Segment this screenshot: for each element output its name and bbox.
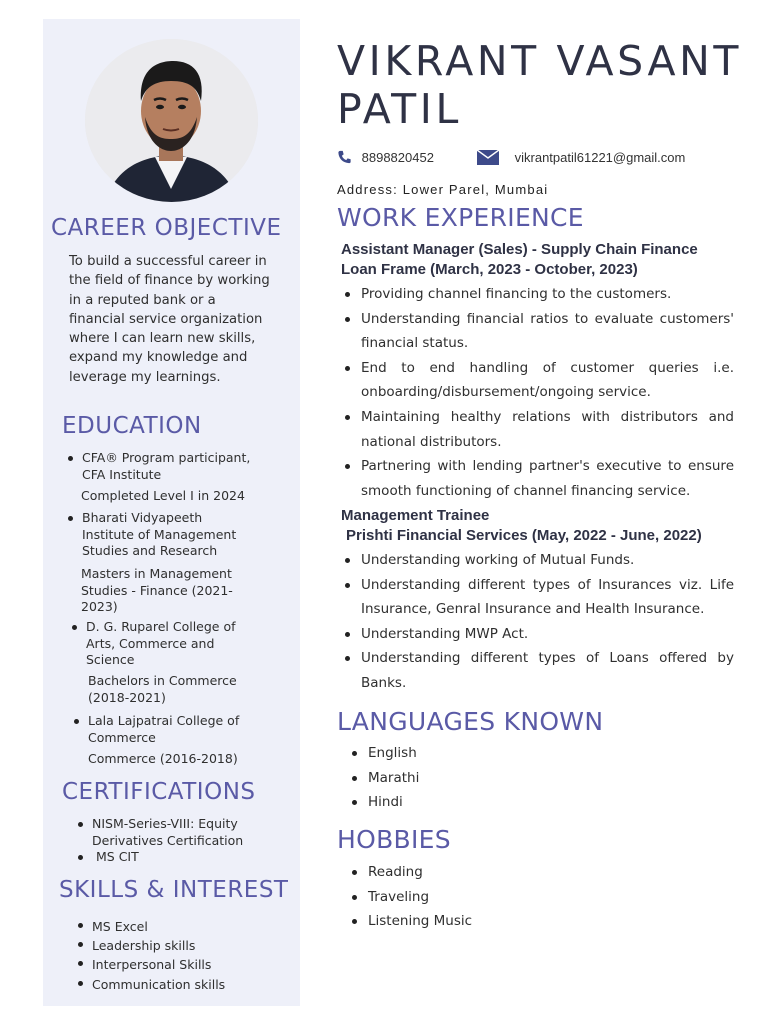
hobby-item: Listening Music bbox=[348, 909, 472, 934]
email-address[interactable]: vikrantpatil61221@gmail.com bbox=[514, 150, 686, 165]
responsibility-item: Understanding working of Mutual Funds. bbox=[341, 548, 734, 573]
certifications-heading: CERTIFICATIONS bbox=[62, 779, 256, 805]
languages-heading: LANGUAGES KNOWN bbox=[337, 707, 604, 736]
hobby-item: Reading bbox=[348, 860, 472, 885]
certifications-list bbox=[75, 816, 260, 866]
education-item: D. G. Ruparel College of Arts, Commerce and Science bbox=[69, 619, 244, 669]
skill-item: Interpersonal Skills bbox=[75, 955, 260, 974]
job-title: Assistant Manager (Sales) - Supply Chain Finance bbox=[341, 241, 698, 258]
work-experience-heading: WORK EXPERIENCE bbox=[337, 203, 584, 232]
education-item: Bharati Vidyapeeth Institute of Management Studies and Research bbox=[65, 510, 240, 560]
education-item: CFA® Program participant, CFA Institute bbox=[65, 450, 265, 483]
phone-number[interactable]: 8898820452 bbox=[361, 150, 434, 165]
responsibility-item: Maintaining healthy relations with distributors and national distributors. bbox=[341, 405, 734, 454]
skills-heading: SKILLS & INTEREST bbox=[59, 877, 289, 903]
language-item: English bbox=[348, 741, 419, 766]
education-list-3 bbox=[69, 619, 244, 669]
profile-photo bbox=[85, 39, 258, 202]
name-line-2: PATIL bbox=[337, 85, 462, 133]
phone-contact bbox=[337, 150, 434, 165]
phone-icon bbox=[337, 150, 352, 164]
language-item: Hindi bbox=[348, 790, 419, 815]
skill-item: Leadership skills bbox=[75, 936, 260, 955]
job-1-responsibilities bbox=[341, 282, 734, 503]
responsibility-item: Understanding different types of Insurances viz. Life Insurance, Genral Insurance and Health Insurance. bbox=[341, 573, 734, 622]
career-objective-heading: CAREER OBJECTIVE bbox=[51, 215, 282, 241]
education-detail: Masters in Management Studies - Finance (2021-2023) bbox=[81, 566, 233, 614]
career-objective-text: To build a successful career in the field of finance by working in a reputed bank or a financial service organization where I can learn new skills, expand my knowledge and leverage my learnings. bbox=[69, 254, 270, 385]
education-list-1 bbox=[65, 450, 265, 483]
skills-list bbox=[75, 917, 260, 994]
responsibility-item: Understanding MWP Act. bbox=[341, 622, 734, 647]
education-heading: EDUCATION bbox=[62, 413, 202, 439]
skill-item: Communication skills bbox=[75, 975, 260, 994]
education-list-4 bbox=[71, 713, 246, 746]
hobby-item: Traveling bbox=[348, 885, 472, 910]
responsibility-item: Understanding financial ratios to evaluate customers' financial status. bbox=[341, 307, 734, 356]
job-title: Management Trainee bbox=[341, 507, 490, 524]
hobbies-list bbox=[348, 860, 472, 934]
skill-item: MS Excel bbox=[75, 917, 260, 936]
responsibility-item: Partnering with lending partner's executive to ensure smooth functioning of channel financing service. bbox=[341, 454, 734, 503]
email-contact bbox=[477, 150, 685, 165]
education-detail: Commerce (2016-2018) bbox=[88, 751, 238, 766]
job-2-responsibilities bbox=[341, 548, 734, 696]
job-company: Loan Frame (March, 2023 - October, 2023) bbox=[341, 261, 638, 278]
job-company: Prishti Financial Services (May, 2022 - June, 2022) bbox=[346, 527, 702, 544]
certification-item: MS CIT bbox=[75, 849, 260, 866]
responsibility-item: Providing channel financing to the customers. bbox=[341, 282, 734, 307]
education-item: Lala Lajpatrai College of Commerce bbox=[71, 713, 246, 746]
education-detail: Bachelors in Commerce (2018-2021) bbox=[88, 673, 237, 705]
hobbies-heading: HOBBIES bbox=[337, 825, 451, 854]
email-icon bbox=[477, 150, 499, 165]
responsibility-item: Understanding different types of Loans offered by Banks. bbox=[341, 646, 734, 695]
responsibility-item: End to end handling of customer queries i.e. onboarding/disbursement/ongoing service. bbox=[341, 356, 734, 405]
languages-list bbox=[348, 741, 419, 815]
language-item: Marathi bbox=[348, 766, 419, 791]
education-list-2 bbox=[65, 510, 240, 560]
education-detail: Completed Level I in 2024 bbox=[81, 488, 245, 503]
candidate-name bbox=[337, 37, 742, 133]
name-line-1: VIKRANT VASANT bbox=[337, 37, 743, 85]
certification-item: NISM-Series-VIII: Equity Derivatives Certification bbox=[75, 816, 260, 849]
address: Address: Lower Parel, Mumbai bbox=[337, 182, 549, 197]
